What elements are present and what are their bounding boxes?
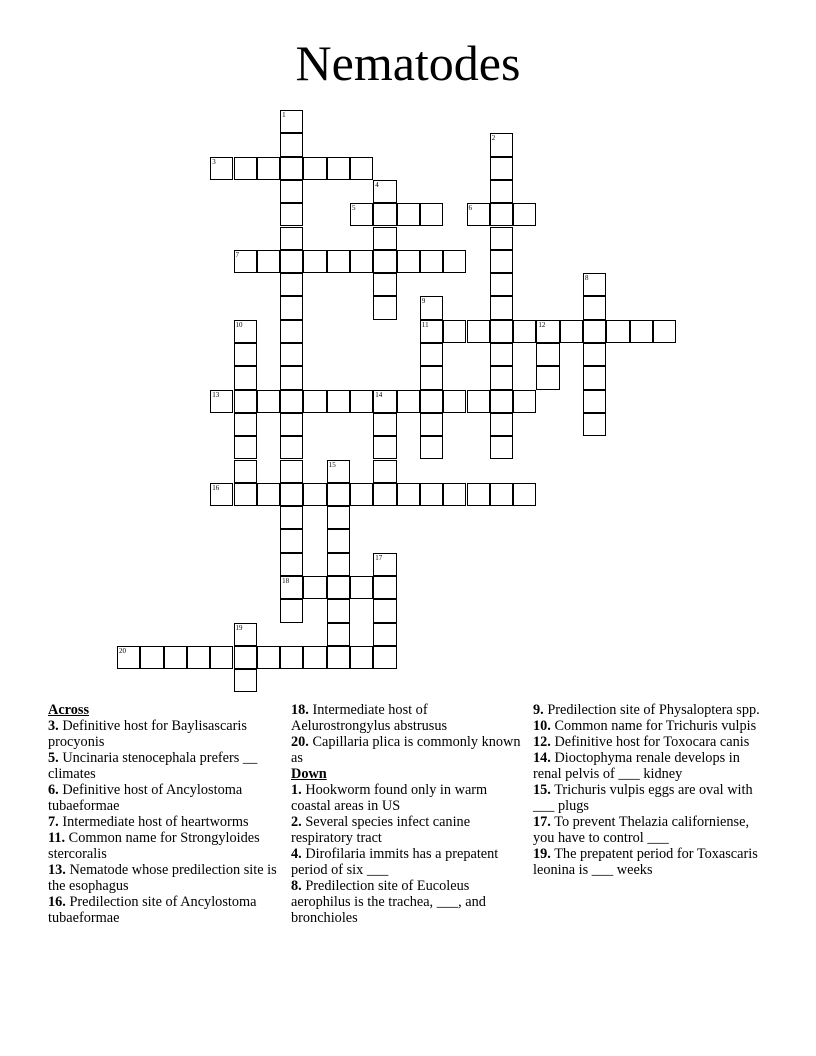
grid-cell[interactable] [327,250,350,273]
grid-cell[interactable] [234,460,257,483]
grid-cell[interactable] [280,506,303,529]
clue-number: 5 [352,204,356,213]
grid-cell[interactable] [234,343,257,366]
grid-cell[interactable] [490,483,513,506]
grid-cell[interactable] [467,390,490,413]
clue-across-3: 3. Definitive host for Baylisascaris procyonis [48,718,247,750]
grid-cell[interactable] [490,157,513,180]
grid-cell[interactable] [373,296,396,319]
grid-cell[interactable] [280,273,303,296]
grid-cell[interactable] [373,390,396,413]
grid-cell[interactable] [583,343,606,366]
clue-number: 7 [235,250,239,259]
clue-down-2: 2. Several species infect canine respiratory tract [291,814,471,846]
clues-column-2 [291,702,529,926]
grid-cell[interactable] [420,250,443,273]
grid-cell[interactable] [350,646,373,669]
clue-number: 19 [235,623,243,632]
grid-cell[interactable] [373,413,396,436]
grid-cell[interactable] [350,576,373,599]
grid-cell[interactable] [234,320,257,343]
grid-cell[interactable] [490,273,513,296]
clue-across-16: 16. Predilection site of Ancylostoma tubaeformae [48,894,257,926]
clue-number: 4 [375,180,379,189]
grid-cell[interactable] [583,390,606,413]
grid-cell[interactable] [280,227,303,250]
grid-cell[interactable] [373,250,396,273]
clue-across-20: 20. Capillaria plica is commonly known as [291,734,521,766]
grid-cell[interactable] [350,203,373,226]
grid-cell[interactable] [373,180,396,203]
clue-across-11: 11. Common name for Strongyloides stercoralis [48,830,260,862]
clue-down-17: 17. To prevent Thelazia californiense, you have to control ___ [533,814,750,846]
grid-cell[interactable] [490,203,513,226]
grid-cell[interactable] [373,203,396,226]
grid-cell[interactable] [350,157,373,180]
grid-cell[interactable] [280,529,303,552]
grid-cell[interactable] [303,390,326,413]
clue-across-7: 7. Intermediate host of heartworms [48,814,249,830]
grid-cell[interactable] [490,390,513,413]
grid-cell[interactable] [280,460,303,483]
grid-cell[interactable] [560,320,583,343]
grid-cell[interactable] [420,320,443,343]
grid-cell[interactable] [257,390,280,413]
grid-cell[interactable] [234,646,257,669]
grid-cell[interactable] [583,273,606,296]
grid-cell[interactable] [280,390,303,413]
grid-cell[interactable] [583,366,606,389]
grid-cell[interactable] [373,436,396,459]
grid-cell[interactable] [234,483,257,506]
grid-cell[interactable] [164,646,187,669]
grid-cell[interactable] [303,646,326,669]
clue-number: 14 [375,390,383,399]
grid-cell[interactable] [280,343,303,366]
grid-cell[interactable] [467,203,490,226]
grid-cell[interactable] [280,133,303,156]
grid-cell[interactable] [234,436,257,459]
grid-cell[interactable] [443,483,466,506]
grid-cell[interactable] [327,599,350,622]
grid-cell[interactable] [583,320,606,343]
grid-cell[interactable] [536,320,559,343]
grid-cell[interactable] [234,413,257,436]
clue-number: 10 [235,320,243,329]
grid-cell[interactable] [327,157,350,180]
grid-cell[interactable] [280,436,303,459]
clue-across-13: 13. Nematode whose predilection site is the esophagus [48,862,277,894]
grid-cell[interactable] [467,483,490,506]
grid-cell[interactable] [280,483,303,506]
clue-number: 13 [212,390,220,399]
grid-cell[interactable] [373,646,396,669]
grid-cell[interactable] [420,413,443,436]
grid-cell[interactable] [583,296,606,319]
grid-cell[interactable] [327,483,350,506]
grid-cell[interactable] [490,413,513,436]
clue-number: 16 [212,483,220,492]
grid-cell[interactable] [420,296,443,319]
grid-cell[interactable] [327,623,350,646]
clue-number: 20 [119,646,126,655]
grid-cell[interactable] [327,460,350,483]
grid-cell[interactable] [234,623,257,646]
grid-cell[interactable] [373,483,396,506]
grid-cell[interactable] [257,483,280,506]
grid-cell[interactable] [350,483,373,506]
grid-cell[interactable] [210,157,233,180]
grid-cell[interactable] [280,180,303,203]
grid-cell[interactable] [303,576,326,599]
clue-across-18: 18. Intermediate host of Aelurostrongylus abstrusus [291,702,448,734]
grid-cell[interactable] [490,180,513,203]
grid-cell[interactable] [630,320,653,343]
grid-cell[interactable] [350,250,373,273]
clue-number: 11 [421,320,429,329]
grid-cell[interactable] [187,646,210,669]
clue-down-1: 1. Hookworm found only in warm coastal areas in US [291,782,488,814]
clue-down-14: 14. Dioctophyma renale develops in renal pelvis of ___ kidney [533,750,740,782]
grid-cell[interactable] [210,646,233,669]
grid-cell[interactable] [606,320,629,343]
grid-cell[interactable] [303,250,326,273]
grid-cell[interactable] [280,250,303,273]
grid-cell[interactable] [420,366,443,389]
grid-cell[interactable] [210,390,233,413]
grid-cell[interactable] [397,203,420,226]
grid-cell[interactable] [280,157,303,180]
clue-number: 18 [282,577,290,585]
grid-cell[interactable] [420,390,443,413]
grid-cell[interactable] [280,203,303,226]
grid-cell[interactable] [234,669,257,692]
clue-down-15: 15. Trichuris vulpis eggs are oval with ___ plugs [533,782,753,814]
clue-number: 15 [328,460,336,469]
across-heading: Across [48,702,90,718]
down-heading: Down [291,766,327,782]
grid-cell[interactable] [327,390,350,413]
grid-cell[interactable] [420,343,443,366]
grid-cell[interactable] [373,576,396,599]
grid-cell[interactable] [350,390,373,413]
grid-cell[interactable] [373,553,396,576]
grid-cell[interactable] [373,599,396,622]
grid-cell[interactable] [257,250,280,273]
puzzle-title: Nematodes [295,35,521,91]
grid-cell[interactable] [536,366,559,389]
grid-cell[interactable] [420,203,443,226]
clue-down-12: 12. Definitive host for Toxocara canis [533,734,750,750]
clue-number: 2 [491,134,496,143]
grid-cell[interactable] [280,599,303,622]
grid-cell[interactable] [327,506,350,529]
grid-cell[interactable] [117,646,140,669]
clue-across-5: 5. Uncinaria stenocephala prefers __ climates [48,750,258,782]
grid-cell[interactable] [280,110,303,133]
grid-cell[interactable] [443,250,466,273]
grid-cell[interactable] [280,366,303,389]
grid-cell[interactable] [280,296,303,319]
grid-cell[interactable] [443,320,466,343]
grid-cell[interactable] [327,646,350,669]
clue-number: 12 [538,320,546,329]
grid-cell[interactable] [490,227,513,250]
grid-cell[interactable] [490,250,513,273]
clues-column-1 [48,702,286,926]
grid-cell[interactable] [327,576,350,599]
clue-number: 8 [585,274,589,283]
grid-cell[interactable] [234,390,257,413]
grid-cell[interactable] [280,413,303,436]
grid-cell[interactable] [490,343,513,366]
grid-cell[interactable] [373,273,396,296]
grid-cell[interactable] [280,646,303,669]
clue-number: 17 [375,553,383,562]
grid-cell[interactable] [490,296,513,319]
grid-cell[interactable] [373,227,396,250]
grid-cell[interactable] [373,460,396,483]
grid-cell[interactable] [467,320,490,343]
grid-cell[interactable] [513,483,536,506]
clue-down-10: 10. Common name for Trichuris vulpis [533,718,757,734]
grid-cell[interactable] [490,436,513,459]
grid-cell[interactable] [420,483,443,506]
clues-column-3 [533,702,771,878]
grid-cell[interactable] [140,646,163,669]
grid-cell[interactable] [210,483,233,506]
grid-cell[interactable] [280,553,303,576]
grid-cell[interactable] [303,157,326,180]
grid-cell[interactable] [257,157,280,180]
grid-cell[interactable] [443,390,466,413]
clue-number: 1 [282,111,286,119]
grid-cell[interactable] [257,646,280,669]
grid-cell[interactable] [234,157,257,180]
grid-cell[interactable] [373,623,396,646]
clue-number: 9 [421,297,426,306]
clue-number: 3 [212,157,216,166]
grid-cell[interactable] [280,320,303,343]
grid-cell[interactable] [234,250,257,273]
grid-cell[interactable] [327,529,350,552]
grid-cell[interactable] [420,436,443,459]
grid-cell[interactable] [513,390,536,413]
clue-down-9: 9. Predilection site of Physaloptera spp. [533,702,760,718]
grid-cell[interactable] [234,366,257,389]
grid-cell[interactable] [397,250,420,273]
grid-cell[interactable] [653,320,676,343]
grid-cell[interactable] [513,320,536,343]
grid-cell[interactable] [397,483,420,506]
grid-cell[interactable] [536,343,559,366]
grid-cell[interactable] [583,413,606,436]
grid-cell[interactable] [303,483,326,506]
grid-cell[interactable] [490,366,513,389]
clue-number: 6 [468,204,472,213]
clue-down-19: 19. The prepatent period for Toxascaris leonina is ___ weeks [533,846,758,878]
clue-across-6: 6. Definitive host of Ancylostoma tubaeformae [48,782,243,814]
grid-cell[interactable] [513,203,536,226]
grid-cell[interactable] [280,576,303,599]
clue-down-4: 4. Dirofilaria immits has a prepatent period of six ___ [291,846,499,878]
grid-cell[interactable] [490,320,513,343]
grid-cell[interactable] [327,553,350,576]
grid-cell[interactable] [397,390,420,413]
grid-cell[interactable] [490,133,513,156]
clue-down-8: 8. Predilection site of Eucoleus aerophilus is the trachea, ___, and bronchioles [291,878,486,926]
